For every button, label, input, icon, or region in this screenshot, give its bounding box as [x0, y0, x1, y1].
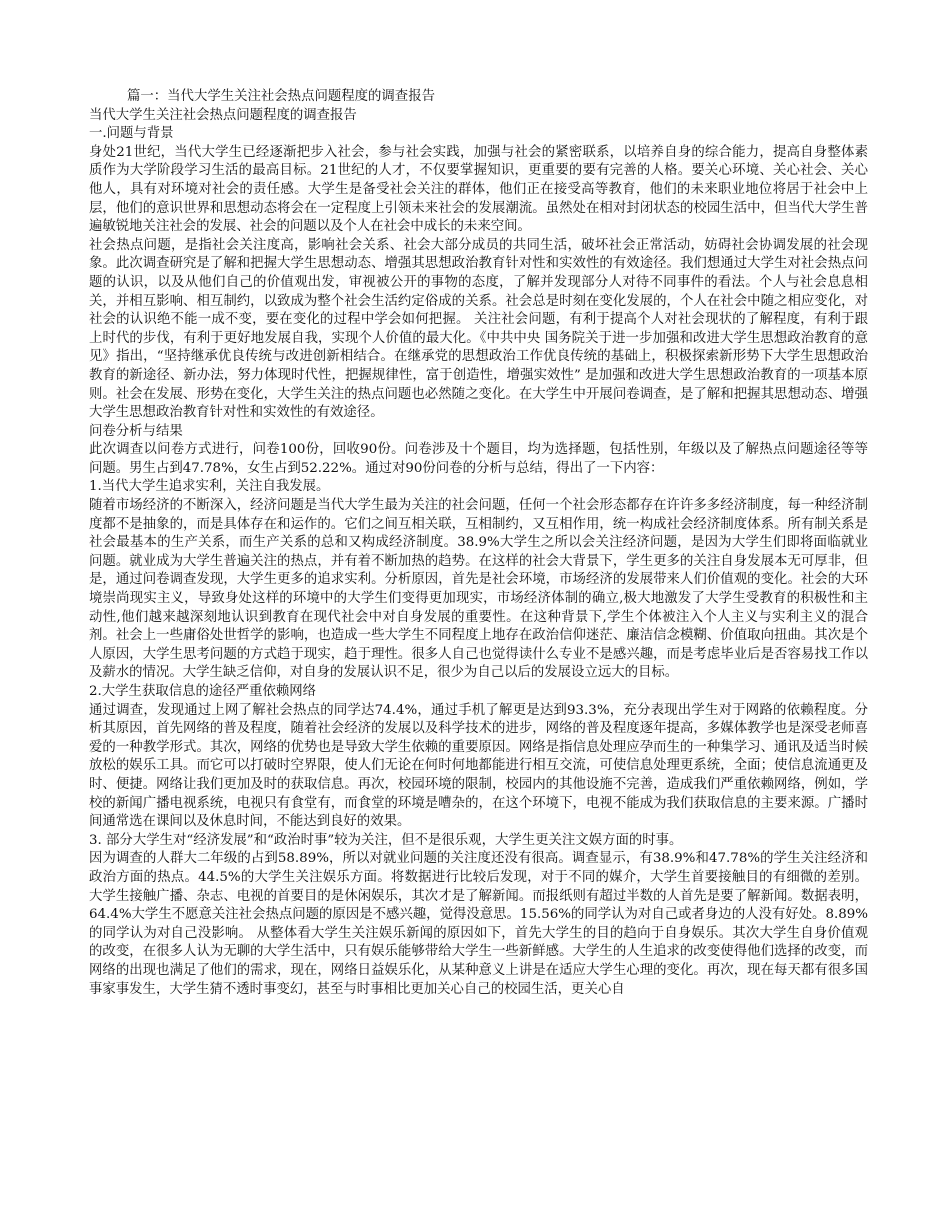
- paragraph-intro: 身处21世纪，当代大学生已经逐渐把步入社会，参与社会实践，加强与社会的紧密联系，以培养自身的综合能力，提高自身整体素质作为大学阶段学习生活的最高目标。21世纪的人才，不仅要掌握知识，更重要的要有完善的人格。要关心环境、关心社会、关心他人，具有对环境对社会的责任感。大学生是备受社会关注的群体，他们正在接受高等教育，他们的未来职业地位将居于社会中上层，他们的意识世界和思想动态将会在一定程度上引领未来社会的发展潮流。虽然处在相对封闭状态的校园生活中，但当代大学生普遍敏锐地关注社会的发展、社会的问题以及个人在社会中成长的未来空间。: [89, 144, 868, 235]
- subheading-entertainment: 3. 部分大学生对“经济发展”和“政治时事”较为关注，但不是很乐观，大学生更关注文娱方面的时事。: [89, 832, 683, 848]
- paragraph-hot-issues: 社会热点问题，是指社会关注度高，影响社会关系、社会大部分成员的共同生活，破坏社会正常活动，妨碍社会协调发展的社会现象。此次调查研究是了解和把握大学生思想动态、增强其思想政治教育针对性和实效性的有效途径。我们想通过大学生对社会热点问题的认识，以及从他们自己的价值观出发，审视被公开的事物的态度，了解并发现部分人对待不同事件的看法。个人与社会息息相关，并相互影响、相互制约，以致成为整个社会生活约定俗成的关系。社会总是时刻在变化发展的，个人在社会中随之相应变化，对社会的认识绝不能一成不变，要在变化的过程中学会如何把握。 关注社会问题，有利于提高个人对社会现状的了解程度，有利于跟上时代的步伐，有利于更好地发展自我，实现个人价值的最大化。《中共中央 国务院关于进一步加强和改进大学生思想政治教育的意见》指出，“坚持继承优良传统与改进创新相结合。在继承党的思想政治工作优良传统的基础上，积极探索新形势下大学生思想政治教育的新途径、新办法，努力体现时代性，把握规律性，富于创造性，增强实效性” 是加强和改进大学生思想政治教育的一项基本原则。社会在发展、形势在变化，大学生关注的热点问题也必然随之变化。在大学生中开展问卷调查，是了解和把握其思想动态、增强大学生思想政治教育针对性和实效性的有效途径。: [89, 237, 868, 421]
- main-title: 篇一：当代大学生关注社会热点问题程度的调查报告: [127, 89, 435, 104]
- subheading-network-dependence: 2.大学生获取信息的途径严重依赖网络: [89, 684, 317, 699]
- paragraph-network: 通过调查，发现通过上网了解社会热点的同学达74.4%，通过手机了解更是达到93.3%，充分表现出学生对于网路的依赖程度。分析其原因，首先网络的普及程度，随着社会经济的发展以及科学技术的进步，网络的普及程度逐年提高，多媒体教学也是深受老师喜爱的一种教学形式。其次，网络的优势也是导致大学生依赖的重要原因。网络是指信息处理应孕而生的一种集学习、通讯及适当时候放松的娱乐工具。而它可以打破时空界限，使人们无论在何时何地都能进行相互交流，可使信息处理更系统，全面；使信息流通更及时、便捷。网络让我们更加及时的获取信息。再次，校园环境的限制，校园内的其他设施不完善，造成我们严重依赖网络，例如，学校的新闻广播电视系统，电视只有食堂有，而食堂的环境是嘈杂的，在这个环境下，电视不能成为我们获取信息的主要来源。广播时间通常选在课间以及休息时间，不能达到良好的效果。: [89, 702, 868, 830]
- paragraph-survey-method: 此次调查以问卷方式进行，问卷100份，回收90份。问卷涉及十个题目，均为选择题，包括性别，年级以及了解热点问题途径等等问题。男生占到47.78%，女生占到52.22%。通过对90份问卷的分析与总结，得出了一下内容：: [89, 442, 868, 476]
- section-heading-background: 一.问题与背景: [89, 126, 174, 142]
- subtitle: 当代大学生关注社会热点问题程度的调查报告: [89, 107, 357, 123]
- paragraph-economy: 随着市场经济的不断深入，经济问题是当代大学生最为关注的社会问题，任何一个社会形态都存在许许多多经济制度，每一种经济制度都不是抽象的，而是具体存在和运作的。它们之间互相关联，互相制约，又互相作用，统一构成社会经济制度体系。所有制关系是社会最基本的生产关系，而生产关系的总和又构成经济制度。38.9%大学生之所以会关注经济问题，是因为大学生们即将面临就业问题。就业成为大学生普遍关注的热点，并有着不断加热的趋势。在这样的社会大背景下，学生更多的关注自身发展本无可厚非，但是，通过问卷调查发现，大学生更多的追求实利。分析原因，首先是社会环境，市场经济的发展带来人们价值观的变化。社会的大环境崇尚现实主义，导致身处这样的环境中的大学生们变得更加现实，市场经济体制的确立,极大地激发了大学生受教育的积极性和主动性,他们越来越深刻地认识到教育在现代社会中对自身发展的重要性。在这种背景下,学生个体被注入个人主义与实利主义的混合剂。社会上一些庸俗处世哲学的影响，也造成一些大学生不同程度上地存在政治信仰迷茫、廉洁信念模糊、价值取向扭曲。其次是个人原因，大学生思考问题的方式趋于现实，趋于理性。很多人自己也觉得读什么专业不是感兴趣，而是考虑毕业后是否容易找工作以及薪水的情况。大学生缺乏信仰，对自身的发展认识不足，很少为自己以后的发展设立远大的目标。: [89, 498, 868, 681]
- section-heading-analysis: 问卷分析与结果: [89, 423, 183, 439]
- paragraph-entertainment: 因为调查的人群大二年级的占到58.89%，所以对就业问题的关注度还没有很高。调查显示，有38.9%和47.78%的学生关注经济和政治方面的热点。44.5%的大学生关注娱乐方面。将数据进行比较后发现，对于不同的媒介，大学生首要接触目的有细微的差别。大学生接触广播、杂志、电视的首要目的是休闲娱乐，其次才是了解新闻。而报纸则有超过半数的人首先是要了解新闻。数据表明，64.4%大学生不愿意关注社会热点问题的原因是不感兴趣，觉得没意思。15.56%的同学认为对自己或者身边的人没有好处。8.89%的同学认为对自己没影响。 从整体看大学生关注娱乐新闻的原因如下，首先大学生的目的趋向于自身娱乐。其次大学生自身价值观的改变，在很多人认为无聊的大学生活中，只有娱乐能够带给大学生一些新鲜感。大学生的人生追求的改变使得他们选择的改变，而网络的出现也满足了他们的需求，现在，网络日益娱乐化，从某种意义上讲是在适应大学生心理的变化。再次，现在每天都有很多国事家事发生，大学生猜不透时事变幻，甚至与时事相比更加关心自己的校园生活，更关心自: [89, 851, 868, 997]
- subheading-pursue-benefit: 1.当代大学生追求实利，关注自我发展。: [89, 479, 330, 495]
